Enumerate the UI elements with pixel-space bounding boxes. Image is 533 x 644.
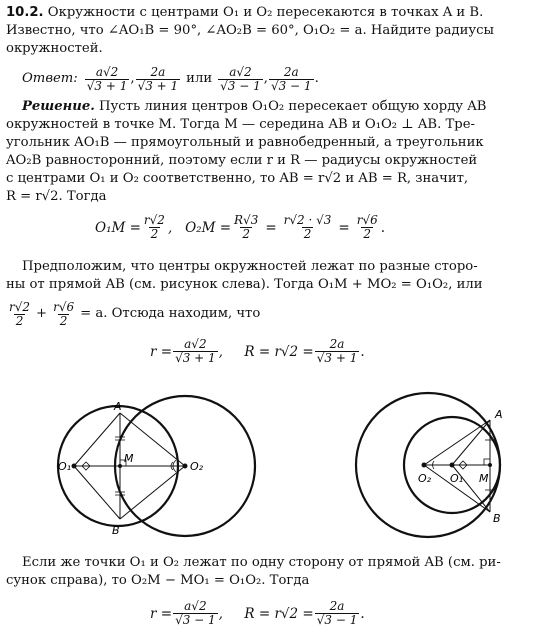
equation-1: O₁M = $\frac{r√2}{2}$ , O₂M = $\frac{R√3}{2}$ = $\frac{r√2 \cdot √3}{2}$ = $\frac{r√6}{2}$ . — [95, 213, 386, 241]
problem-line-3: окружностей. — [6, 41, 103, 56]
label-o2-left: O₂ — [190, 460, 204, 473]
para2-frac-1: $\frac{r√2}{2}$ — [9, 299, 31, 328]
problem-text-1: Окружности с центрами O₁ и O₂ пересекаются в точках A и B. — [47, 5, 484, 20]
problem-line-2: Известно, что ∠AO₁B = 90°, ∠AO₂B = 60°, O₁O₂ = a. Найдите радиусы — [6, 23, 495, 38]
label-m-left: M — [124, 452, 134, 465]
solution-line-5: с центрами O₁ и O₂ соответственно, то AB = r√2 и AB = R, значит, — [6, 171, 469, 186]
eq1-lhs: O₁M = — [95, 219, 141, 236]
eq3-lhs: r = — [150, 605, 173, 622]
para3-line-2: сунок справа), то O₂M − MO₁ = O₁O₂. Тогда — [6, 573, 310, 588]
para2-tail: = a. Отсюда находим, что — [80, 306, 261, 321]
answer-or: или — [186, 71, 213, 86]
label-o1-right: O₁ — [450, 472, 464, 485]
solution-text-1: Пусть линия центров O₁O₂ пересекает общую хорду AB — [99, 99, 487, 114]
eq3-frac-1: $\frac{a√2}{√3 - 1}$ — [175, 599, 216, 627]
eq3-frac-2: $\frac{2a}{√3 - 1}$ — [316, 599, 358, 627]
label-a-right: A — [495, 408, 503, 421]
para2-frac-2: $\frac{r√6}{2}$ — [53, 299, 75, 328]
para2-line-2: ны от прямой AB (см. рисунок слева). Тогда O₁M + MO₂ = O₁O₂, или — [6, 277, 483, 292]
answer-frac-3: $\frac{a√2}{√3 - 1}$ — [220, 64, 261, 93]
label-a-left: A — [114, 400, 122, 413]
problem-line-1 — [6, 4, 527, 22]
para3-line-1: Если же точки O₁ и O₂ лежат по одну сторону от прямой AB (см. ри- — [22, 555, 501, 570]
label-b-right: B — [493, 512, 501, 525]
eq2-mid: , R = r√2 = — [218, 343, 314, 360]
solution-line-3: угольник AO₁B — прямоугольный и равнобедренный, а треугольник — [6, 135, 484, 150]
answer-frac-2: $\frac{2a}{√3 + 1}$ — [137, 64, 179, 93]
eq1-eq-b: = — [338, 219, 350, 236]
equation-3: r = $\frac{a√2}{√3 - 1}$ , R = r√2 = $\frac{2a}{√3 - 1}$ . — [150, 599, 365, 627]
eq1-frac-3: $\frac{r√2 \cdot √3}{2}$ — [283, 213, 332, 241]
eq1-frac-2: $\frac{R√3}{2}$ — [234, 213, 259, 241]
eq2-frac-2: $\frac{2a}{√3 + 1}$ — [316, 337, 358, 365]
figure-left — [0, 382, 270, 542]
label-b-left: B — [112, 524, 120, 537]
problem-number: 10.2. — [6, 5, 44, 20]
equation-2: r = $\frac{a√2}{√3 + 1}$ , R = r√2 = $\frac{2a}{√3 + 1}$ . — [150, 337, 365, 365]
para2-line-3: $\frac{r√2}{2}$ + $\frac{r√6}{2}$ = a. Отсюда находим, что — [9, 299, 261, 328]
answer-label: Ответ: — [22, 71, 78, 86]
para2-line-1: Предположим, что центры окружностей лежат по разные сторо- — [22, 259, 478, 274]
eq1-frac-1: $\frac{r√2}{2}$ — [143, 213, 165, 241]
figure-right — [300, 382, 533, 542]
eq1-mid: , O₂M = — [167, 219, 232, 236]
solution-line-6: R = r√2. Тогда — [6, 189, 107, 204]
eq2-frac-1: $\frac{a√2}{√3 + 1}$ — [175, 337, 216, 365]
answer-frac-4: $\frac{2a}{√3 - 1}$ — [270, 64, 312, 93]
solution-line-2: окружностей в точке M. Тогда M — середина AB и O₁O₂ ⊥ AB. Тре- — [6, 117, 475, 132]
label-o1-left: O₁ — [58, 460, 72, 473]
eq1-frac-4: $\frac{r√6}{2}$ — [356, 213, 378, 241]
solution-line-1 — [6, 98, 527, 116]
eq3-mid: , R = r√2 = — [218, 605, 314, 622]
eq2-lhs: r = — [150, 343, 173, 360]
eq1-eq-a: = — [265, 219, 277, 236]
solution-label: Решение. — [22, 99, 95, 114]
answer-frac-1: $\frac{a√2}{√3 + 1}$ — [86, 64, 128, 93]
solution-line-4: AO₂B равносторонний, поэтому если r и R — радиусы окружностей — [6, 153, 478, 168]
label-m-right: M — [479, 472, 489, 485]
label-o2-right: O₂ — [418, 472, 432, 485]
answer-line: Ответ: $\frac{a√2}{√3 + 1}$ , $\frac{2a}{√3 + 1}$ или $\frac{a√2}{√3 - 1}$ , $\frac{2a}{√3 - 1}$ . — [22, 64, 319, 93]
